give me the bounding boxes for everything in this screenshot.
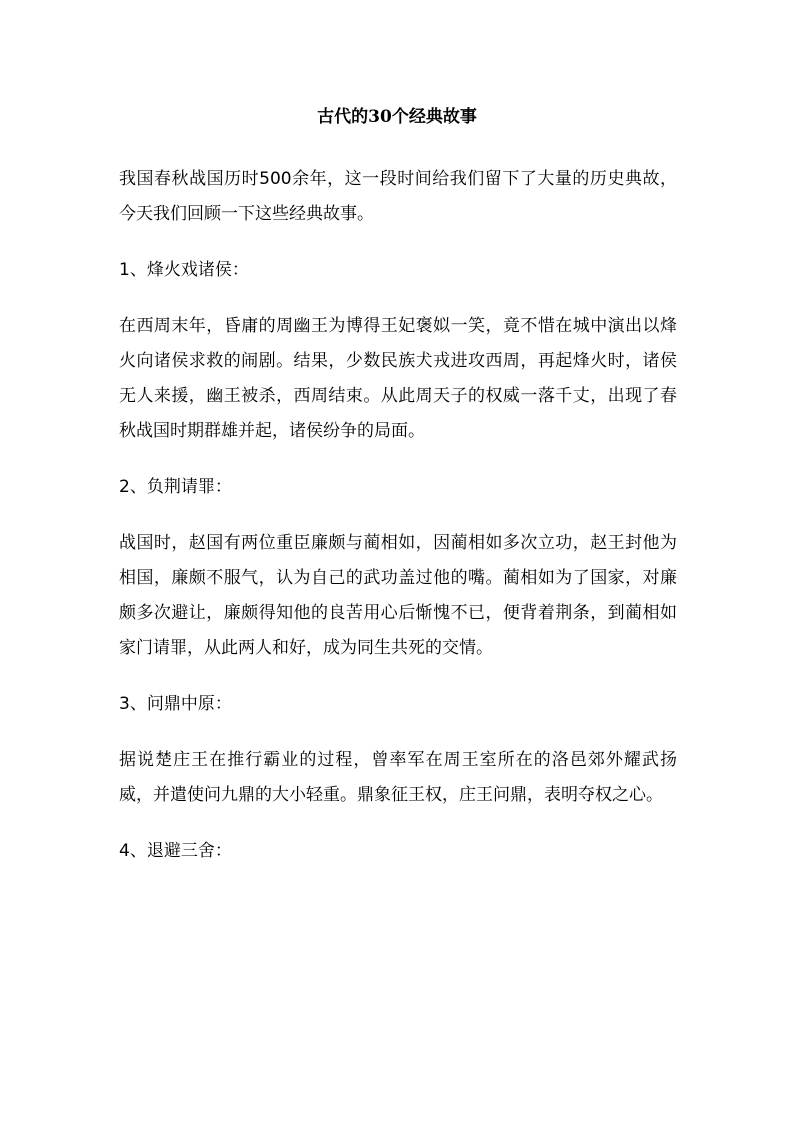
document-title: 古代的30个经典故事 — [317, 107, 477, 127]
document-body — [119, 162, 677, 869]
section-heading-1: 1、烽火戏诸侯： — [119, 260, 249, 280]
section-body-2: 战国时，赵国有两位重臣廉颇与蔺相如，因蔺相如多次立功，赵王封他为相国，廉颇不服气，认为自己的武功盖过他的嘴。蔺相如为了国家，对廉颇多次避让，廉颇得知他的良苦用心后惭愧不已，便背着荆条，到蔺相如家门请罪，从此两人和好，成为同生共死的交情。 — [119, 533, 677, 658]
section-body-1: 在西周末年，昏庸的周幽王为博得王妃褒姒一笑，竟不惜在城中演出以烽火向诸侯求救的闹剧。结果，少数民族犬戎进攻西周，再起烽火时，诸侯无人来援，幽王被杀，西周结束。从此周天子的权威一落千丈，出现了春秋战国时期群雄并起，诸侯纷争的局面。 — [119, 316, 677, 441]
section-heading-3: 3、问鼎中原： — [119, 694, 232, 714]
section-heading-4: 4、退避三舍： — [119, 841, 232, 861]
section-body-3: 据说楚庄王在推行霸业的过程，曾率军在周王室所在的洛邑郊外耀武扬威，并遣使问九鼎的大小轻重。鼎象征王权，庄王问鼎，表明夺权之心。 — [119, 750, 677, 805]
intro-paragraph: 我国春秋战国历时500余年，这一段时间给我们留下了大量的历史典故，今天我们回顾一下这些经典故事。 — [119, 169, 677, 224]
section-heading-2: 2、负荆请罪： — [119, 477, 232, 497]
